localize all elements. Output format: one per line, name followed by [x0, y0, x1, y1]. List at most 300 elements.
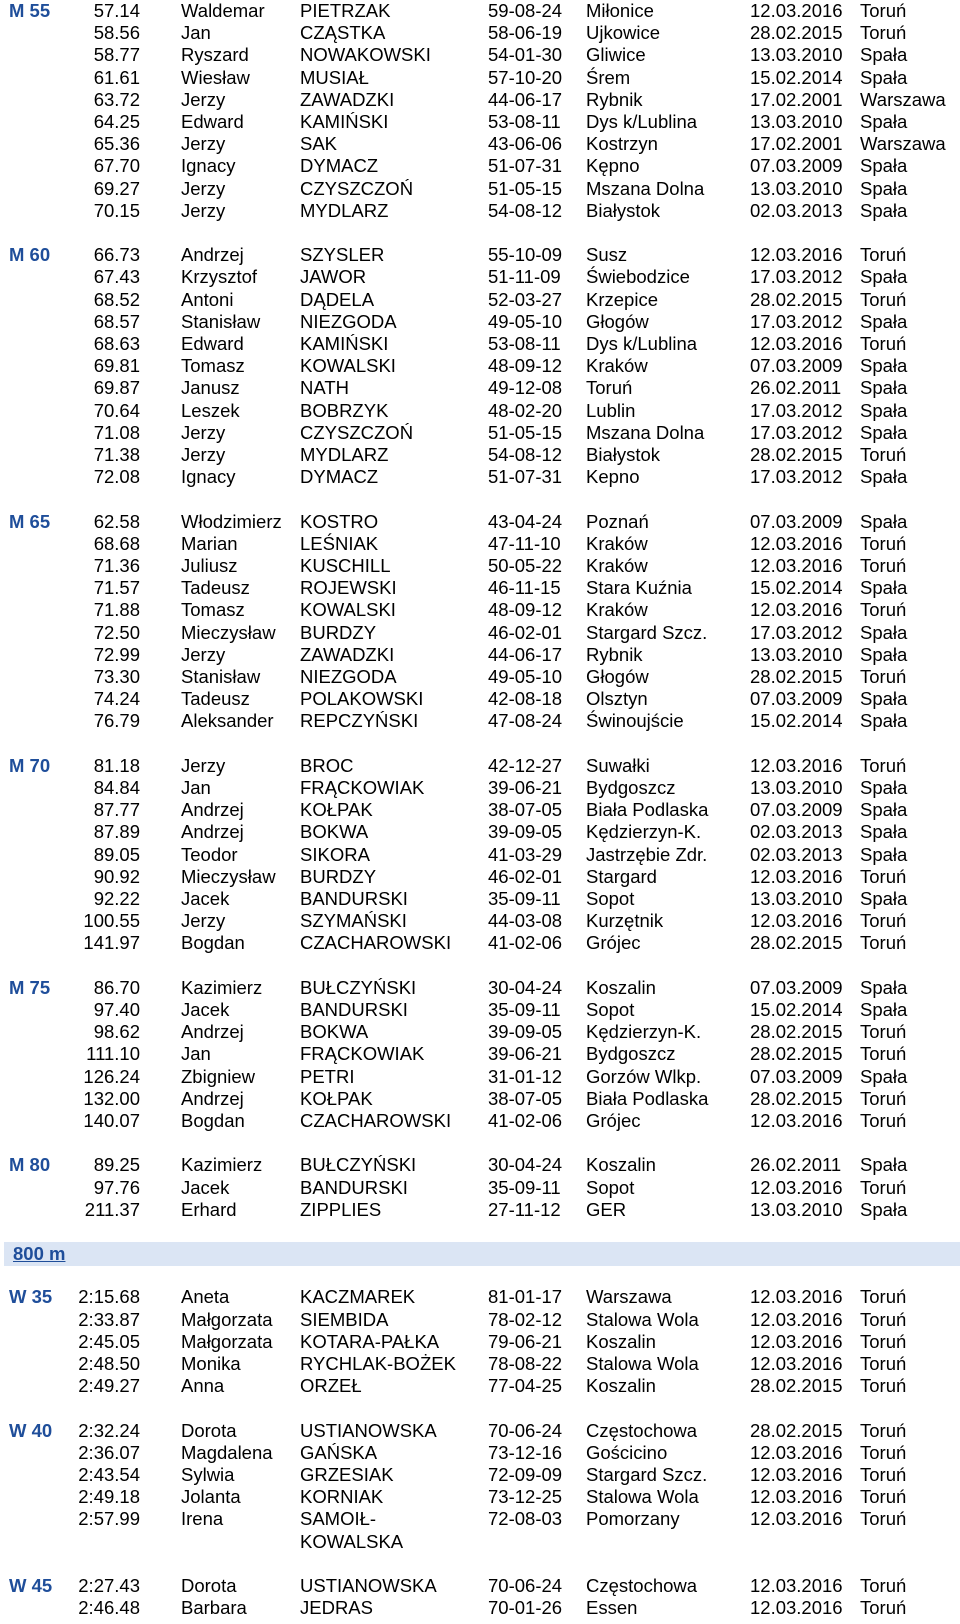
last-name: BURDZY [300, 621, 377, 643]
first-name: Jerzy [181, 177, 226, 199]
club-city: Susz [586, 244, 628, 266]
last-name: JEDRAS [300, 1597, 373, 1619]
birth-date: 43-06-06 [488, 133, 563, 155]
last-name: USTIANOWSKA [300, 1419, 437, 1441]
first-name: Barbara [181, 1597, 247, 1619]
record-date: 28.02.2015 [750, 1375, 843, 1397]
birth-date: 41-02-06 [488, 932, 563, 954]
last-name: RYCHLAK-BOŻEK [300, 1353, 456, 1374]
first-name: Irena [181, 1508, 224, 1530]
record-place: Toruń [860, 1021, 907, 1043]
club-city: Kędzierzyn-K. [586, 821, 702, 843]
record-place: Toruń [860, 288, 907, 310]
first-name: Andrzej [181, 1087, 244, 1109]
club-city: Lublin [586, 399, 636, 421]
first-name: Bogdan [181, 932, 245, 954]
last-name: SAK [300, 133, 338, 155]
last-name: ZAWADZKI [300, 643, 395, 665]
table-row [0, 200, 960, 222]
club-city: Warszawa [586, 1286, 672, 1308]
first-name: Jerzy [181, 88, 226, 110]
last-name: GRZESIAK [300, 1464, 394, 1485]
last-name: GAŃSKA [300, 1441, 378, 1463]
table-row [0, 777, 960, 799]
club-city: Miłonice [586, 0, 654, 21]
record-place: Spała [860, 577, 908, 599]
last-name: LEŚNIAK [300, 532, 379, 554]
record-date: 13.03.2010 [750, 177, 843, 199]
record-date: 12.03.2016 [750, 1286, 843, 1308]
birth-date: 53-08-11 [488, 333, 561, 354]
last-name: SAMOIŁ- [300, 1508, 377, 1530]
last-name: SIEMBIDA [300, 1308, 389, 1330]
result-time: 66.73 [93, 244, 140, 266]
table-row [0, 999, 960, 1021]
record-place: Toruń [860, 22, 907, 44]
record-place: Toruń [860, 1043, 907, 1065]
record-date: 12.03.2016 [750, 1330, 843, 1352]
first-name: Tomasz [181, 355, 245, 377]
table-row [0, 844, 960, 866]
club-city: Kraków [586, 555, 648, 576]
result-time: 97.76 [93, 1176, 140, 1198]
table-row [0, 888, 960, 910]
table-row [0, 1110, 960, 1132]
table-row [0, 89, 960, 111]
record-place: Toruń [860, 865, 907, 887]
result-time: 64.25 [93, 111, 140, 132]
result-time: 141.97 [83, 932, 140, 954]
last-name: CZACHAROWSKI [300, 932, 452, 954]
club-city: Rybnik [586, 643, 643, 665]
club-city: Świnoujście [586, 710, 684, 732]
first-name: Jerzy [181, 133, 226, 155]
first-name: Andrzej [181, 821, 244, 843]
result-time: 100.55 [83, 910, 140, 932]
record-place: Spała [860, 66, 908, 88]
club-city: Koszalin [586, 976, 656, 998]
club-city: Dys k/Lublina [586, 111, 698, 132]
club-city: Toruń [586, 377, 633, 399]
birth-date: 49-05-10 [488, 310, 563, 332]
first-name: Jan [181, 1043, 211, 1065]
record-date: 12.03.2016 [750, 0, 843, 21]
club-city: Białystok [586, 444, 661, 465]
table-row [0, 1286, 960, 1308]
table-row [0, 666, 960, 688]
age-category-label: W 35 [9, 1286, 53, 1308]
table-row [0, 244, 960, 266]
age-category-label: M 75 [9, 976, 51, 998]
last-name: JAWOR [300, 266, 367, 288]
club-city: Krzepice [586, 288, 658, 310]
birth-date: 50-05-22 [488, 555, 563, 576]
club-city: Stara Kuźnia [586, 577, 692, 599]
table-row [0, 355, 960, 377]
record-place: Spała [860, 44, 908, 66]
record-place: Toruń [860, 1110, 907, 1131]
table-row [0, 422, 960, 444]
last-name: BANDURSKI [300, 999, 408, 1020]
birth-date: 44-06-17 [488, 88, 563, 110]
result-time: 72.99 [93, 643, 140, 665]
birth-date: 38-07-05 [488, 799, 563, 821]
birth-date: 39-09-05 [488, 821, 563, 843]
first-name: Stanisław [181, 666, 261, 687]
last-name: ZIPPLIES [300, 1198, 382, 1220]
result-time: 71.08 [93, 421, 140, 443]
birth-date: 46-02-01 [488, 621, 563, 643]
table-row [0, 1420, 960, 1442]
event-title: 800 m [13, 1243, 66, 1265]
table-row [0, 1508, 960, 1530]
first-name: Janusz [181, 377, 240, 399]
record-place: Spała [860, 466, 908, 488]
club-city: Sopot [586, 999, 635, 1020]
birth-date: 44-06-17 [488, 643, 563, 665]
result-time: 65.36 [93, 133, 140, 155]
record-place: Spała [860, 111, 908, 132]
table-row [0, 1353, 960, 1375]
age-category-label: M 65 [9, 510, 51, 532]
last-name: NIEZGODA [300, 666, 397, 687]
result-time: 98.62 [93, 1021, 140, 1043]
club-city: Kędzierzyn-K. [586, 1021, 702, 1043]
table-row [0, 1375, 960, 1397]
record-place: Spała [860, 199, 908, 221]
table-row [0, 577, 960, 599]
record-place: Spała [860, 177, 908, 199]
last-name: BOKWA [300, 821, 369, 843]
result-time: 84.84 [93, 777, 140, 798]
last-name: SZYMAŃSKI [300, 910, 407, 932]
table-row [0, 44, 960, 66]
record-place: Toruń [860, 1176, 907, 1198]
last-name: MUSIAŁ [300, 66, 369, 88]
birth-date: 38-07-05 [488, 1087, 563, 1109]
table-row [0, 511, 960, 533]
club-city: Głogów [586, 666, 649, 687]
record-place: Spała [860, 266, 908, 288]
last-name: KOWALSKI [300, 599, 396, 621]
record-date: 12.03.2016 [750, 1464, 843, 1485]
last-name: REPCZYŃSKI [300, 710, 419, 732]
record-date: 26.02.2011 [750, 377, 842, 399]
club-city: Pomorzany [586, 1508, 680, 1530]
first-name: Jacek [181, 888, 230, 909]
first-name: Antoni [181, 288, 234, 310]
result-time: 87.89 [93, 821, 140, 843]
event-header [4, 1242, 960, 1266]
first-name: Aleksander [181, 710, 274, 732]
table-row [0, 400, 960, 422]
record-date: 12.03.2016 [750, 1597, 843, 1619]
club-city: Biała Podlaska [586, 1087, 709, 1109]
first-name: Kazimierz [181, 1154, 263, 1176]
birth-date: 51-05-15 [488, 177, 563, 199]
first-name: Ignacy [181, 155, 236, 177]
birth-date: 73-12-25 [488, 1486, 563, 1508]
last-name: MYDLARZ [300, 444, 389, 465]
table-row [0, 1597, 960, 1619]
result-time: 62.58 [93, 510, 140, 532]
result-time: 2:15.68 [78, 1286, 140, 1308]
first-name: Edward [181, 333, 244, 354]
record-date: 12.03.2016 [750, 333, 843, 354]
birth-date: 55-10-09 [488, 244, 563, 266]
record-date: 02.03.2013 [750, 199, 843, 221]
result-time: 67.43 [93, 266, 140, 288]
table-row [0, 67, 960, 89]
birth-date: 58-06-19 [488, 22, 563, 44]
club-city: Mszana Dolna [586, 421, 705, 443]
result-time: 71.36 [93, 555, 140, 576]
birth-date: 72-09-09 [488, 1464, 563, 1485]
birth-date: 59-08-24 [488, 0, 563, 21]
record-date: 17.03.2012 [750, 421, 843, 443]
club-city: Kepno [586, 466, 640, 488]
first-name: Jerzy [181, 910, 226, 932]
last-name: KACZMAREK [300, 1286, 416, 1308]
result-time: 132.00 [83, 1087, 140, 1109]
record-date: 12.03.2016 [750, 244, 843, 266]
result-time: 58.56 [93, 22, 140, 44]
record-date: 07.03.2009 [750, 510, 843, 532]
record-date: 07.03.2009 [750, 976, 843, 998]
last-name: BUŁCZYŃSKI [300, 976, 417, 998]
first-name: Jerzy [181, 199, 226, 221]
birth-date: 49-05-10 [488, 666, 563, 687]
table-row [0, 133, 960, 155]
table-row [0, 910, 960, 932]
first-name: Andrzej [181, 799, 244, 821]
result-time: 2:49.18 [78, 1486, 140, 1508]
first-name: Jerzy [181, 754, 226, 776]
club-city: Gorzów Wlkp. [586, 1065, 702, 1087]
record-date: 17.03.2012 [750, 399, 843, 421]
record-place: Spała [860, 621, 908, 643]
record-place: Spała [860, 1154, 908, 1176]
club-city: Stalowa Wola [586, 1486, 699, 1508]
record-place: Spała [860, 999, 908, 1020]
table-row [0, 1154, 960, 1176]
result-time: 2:43.54 [78, 1464, 140, 1485]
result-time: 2:45.05 [78, 1330, 140, 1352]
record-date: 28.02.2015 [750, 1043, 843, 1065]
club-city: Sopot [586, 1176, 635, 1198]
last-name: PIETRZAK [300, 0, 391, 21]
last-name: DĄDELA [300, 288, 375, 310]
birth-date: 51-07-31 [488, 466, 563, 488]
first-name: Andrzej [181, 1021, 244, 1043]
record-place: Warszawa [860, 133, 946, 155]
record-date: 15.02.2014 [750, 710, 843, 732]
last-name: CZACHAROWSKI [300, 1110, 452, 1131]
record-date: 13.03.2010 [750, 44, 843, 66]
first-name: Aneta [181, 1286, 230, 1308]
last-name: DYMACZ [300, 466, 379, 488]
first-name: Jerzy [181, 643, 226, 665]
record-date: 17.03.2012 [750, 621, 843, 643]
birth-date: 30-04-24 [488, 1154, 563, 1176]
first-name: Juliusz [181, 555, 238, 576]
club-city: Stargard Szcz. [586, 1464, 708, 1485]
table-row [0, 533, 960, 555]
first-name: Stanisław [181, 310, 261, 332]
age-category-label: M 80 [9, 1154, 51, 1176]
table-row [0, 1575, 960, 1597]
first-name: Edward [181, 111, 244, 132]
birth-date: 30-04-24 [488, 976, 563, 998]
club-city: Mszana Dolna [586, 177, 705, 199]
result-time: 76.79 [93, 710, 140, 732]
record-date: 07.03.2009 [750, 355, 843, 377]
table-row [0, 1331, 960, 1353]
record-date: 12.03.2016 [750, 1441, 843, 1463]
last-name: KAMIŃSKI [300, 333, 389, 354]
result-time: 68.68 [93, 532, 140, 554]
record-place: Spała [860, 688, 908, 710]
first-name: Ryszard [181, 44, 249, 66]
first-name: Anna [181, 1375, 225, 1397]
record-date: 13.03.2010 [750, 1198, 843, 1220]
first-name: Tomasz [181, 599, 245, 621]
result-time: 2:32.24 [78, 1419, 140, 1441]
table-row [0, 1442, 960, 1464]
result-time: 69.81 [93, 355, 140, 377]
record-date: 17.03.2012 [750, 266, 843, 288]
birth-date: 48-09-12 [488, 355, 563, 377]
record-date: 28.02.2015 [750, 22, 843, 44]
record-date: 15.02.2014 [750, 66, 843, 88]
record-place: Spała [860, 1065, 908, 1087]
last-name: KUSCHILL [300, 555, 391, 576]
last-name: BURDZY [300, 865, 377, 887]
table-row [0, 155, 960, 177]
table-row [0, 1464, 960, 1486]
birth-date: 46-11-15 [488, 577, 561, 599]
birth-date: 48-02-20 [488, 399, 563, 421]
record-place: Toruń [860, 1375, 907, 1397]
club-city: Bydgoszcz [586, 1043, 676, 1065]
record-place: Toruń [860, 532, 907, 554]
table-row [0, 866, 960, 888]
club-city: Kostrzyn [586, 133, 658, 155]
record-date: 12.03.2016 [750, 910, 843, 932]
first-name: Monika [181, 1353, 241, 1374]
club-city: Poznań [586, 510, 649, 532]
result-time: 2:36.07 [78, 1441, 140, 1463]
club-city: Bydgoszcz [586, 777, 676, 798]
result-time: 57.14 [93, 0, 140, 21]
record-place: Toruń [860, 1087, 907, 1109]
club-city: Częstochowa [586, 1575, 698, 1596]
birth-date: 35-09-11 [488, 999, 561, 1020]
first-name: Mieczysław [181, 865, 276, 887]
last-name: BUŁCZYŃSKI [300, 1154, 417, 1176]
record-place: Toruń [860, 244, 907, 266]
result-time: 81.18 [93, 754, 140, 776]
first-name: Dorota [181, 1419, 237, 1441]
table-row [0, 1066, 960, 1088]
record-date: 12.03.2016 [750, 865, 843, 887]
record-place: Spała [860, 710, 908, 732]
age-category-label: M 70 [9, 754, 51, 776]
result-time: 2:57.99 [78, 1508, 140, 1530]
last-name: KORNIAK [300, 1486, 384, 1508]
record-date: 17.03.2012 [750, 466, 843, 488]
last-name: KOWALSKI [300, 355, 396, 377]
record-date: 12.03.2016 [750, 555, 843, 576]
result-time: 2:33.87 [78, 1308, 140, 1330]
birth-date: 72-08-03 [488, 1508, 563, 1530]
first-name: Zbigniew [181, 1065, 256, 1087]
result-time: 2:48.50 [78, 1353, 140, 1374]
first-name: Dorota [181, 1575, 237, 1596]
record-date: 28.02.2015 [750, 1419, 843, 1441]
club-city: Częstochowa [586, 1419, 698, 1441]
result-time: 58.77 [93, 44, 140, 66]
first-name: Sylwia [181, 1464, 235, 1485]
club-city: Jastrzębie Zdr. [586, 843, 708, 865]
birth-date: 39-06-21 [488, 777, 563, 798]
club-city: Kraków [586, 599, 648, 621]
last-name: BROC [300, 754, 354, 776]
record-place: Spała [860, 976, 908, 998]
table-row [0, 266, 960, 288]
birth-date: 70-01-26 [488, 1597, 563, 1619]
table-row-continuation [0, 1531, 960, 1553]
result-time: 67.70 [93, 155, 140, 177]
result-time: 69.87 [93, 377, 140, 399]
first-name: Waldemar [181, 0, 265, 21]
last-name: MYDLARZ [300, 199, 389, 221]
first-name: Jacek [181, 1176, 230, 1198]
result-time: 72.50 [93, 621, 140, 643]
club-city: Kraków [586, 355, 648, 377]
last-name: CZĄSTKA [300, 22, 386, 44]
last-name: BANDURSKI [300, 888, 408, 909]
club-city: Essen [586, 1597, 638, 1619]
last-name: CZYSZCZOŃ [300, 177, 414, 199]
last-name: DYMACZ [300, 155, 379, 177]
result-time: 89.05 [93, 843, 140, 865]
record-place: Spała [860, 155, 908, 177]
result-time: 126.24 [83, 1065, 140, 1087]
first-name: Wiesław [181, 66, 250, 88]
first-name: Jan [181, 22, 211, 44]
club-city: Koszalin [586, 1375, 656, 1397]
result-time: 2:46.48 [78, 1597, 140, 1619]
record-date: 28.02.2015 [750, 1087, 843, 1109]
record-place: Toruń [860, 1419, 907, 1441]
record-place: Toruń [860, 1486, 907, 1508]
record-date: 12.03.2016 [750, 599, 843, 621]
first-name: Erhard [181, 1198, 237, 1220]
record-date: 12.03.2016 [750, 1508, 843, 1530]
first-name: Jacek [181, 999, 230, 1020]
record-place: Spała [860, 377, 908, 399]
club-city: Grójec [586, 1110, 641, 1131]
record-place: Toruń [860, 932, 907, 954]
result-time: 2:27.43 [78, 1575, 140, 1596]
last-name: KOŁPAK [300, 1087, 373, 1109]
last-name: BANDURSKI [300, 1176, 408, 1198]
result-time: 87.77 [93, 799, 140, 821]
first-name: Jerzy [181, 421, 226, 443]
table-row [0, 22, 960, 44]
result-time: 74.24 [93, 688, 140, 710]
